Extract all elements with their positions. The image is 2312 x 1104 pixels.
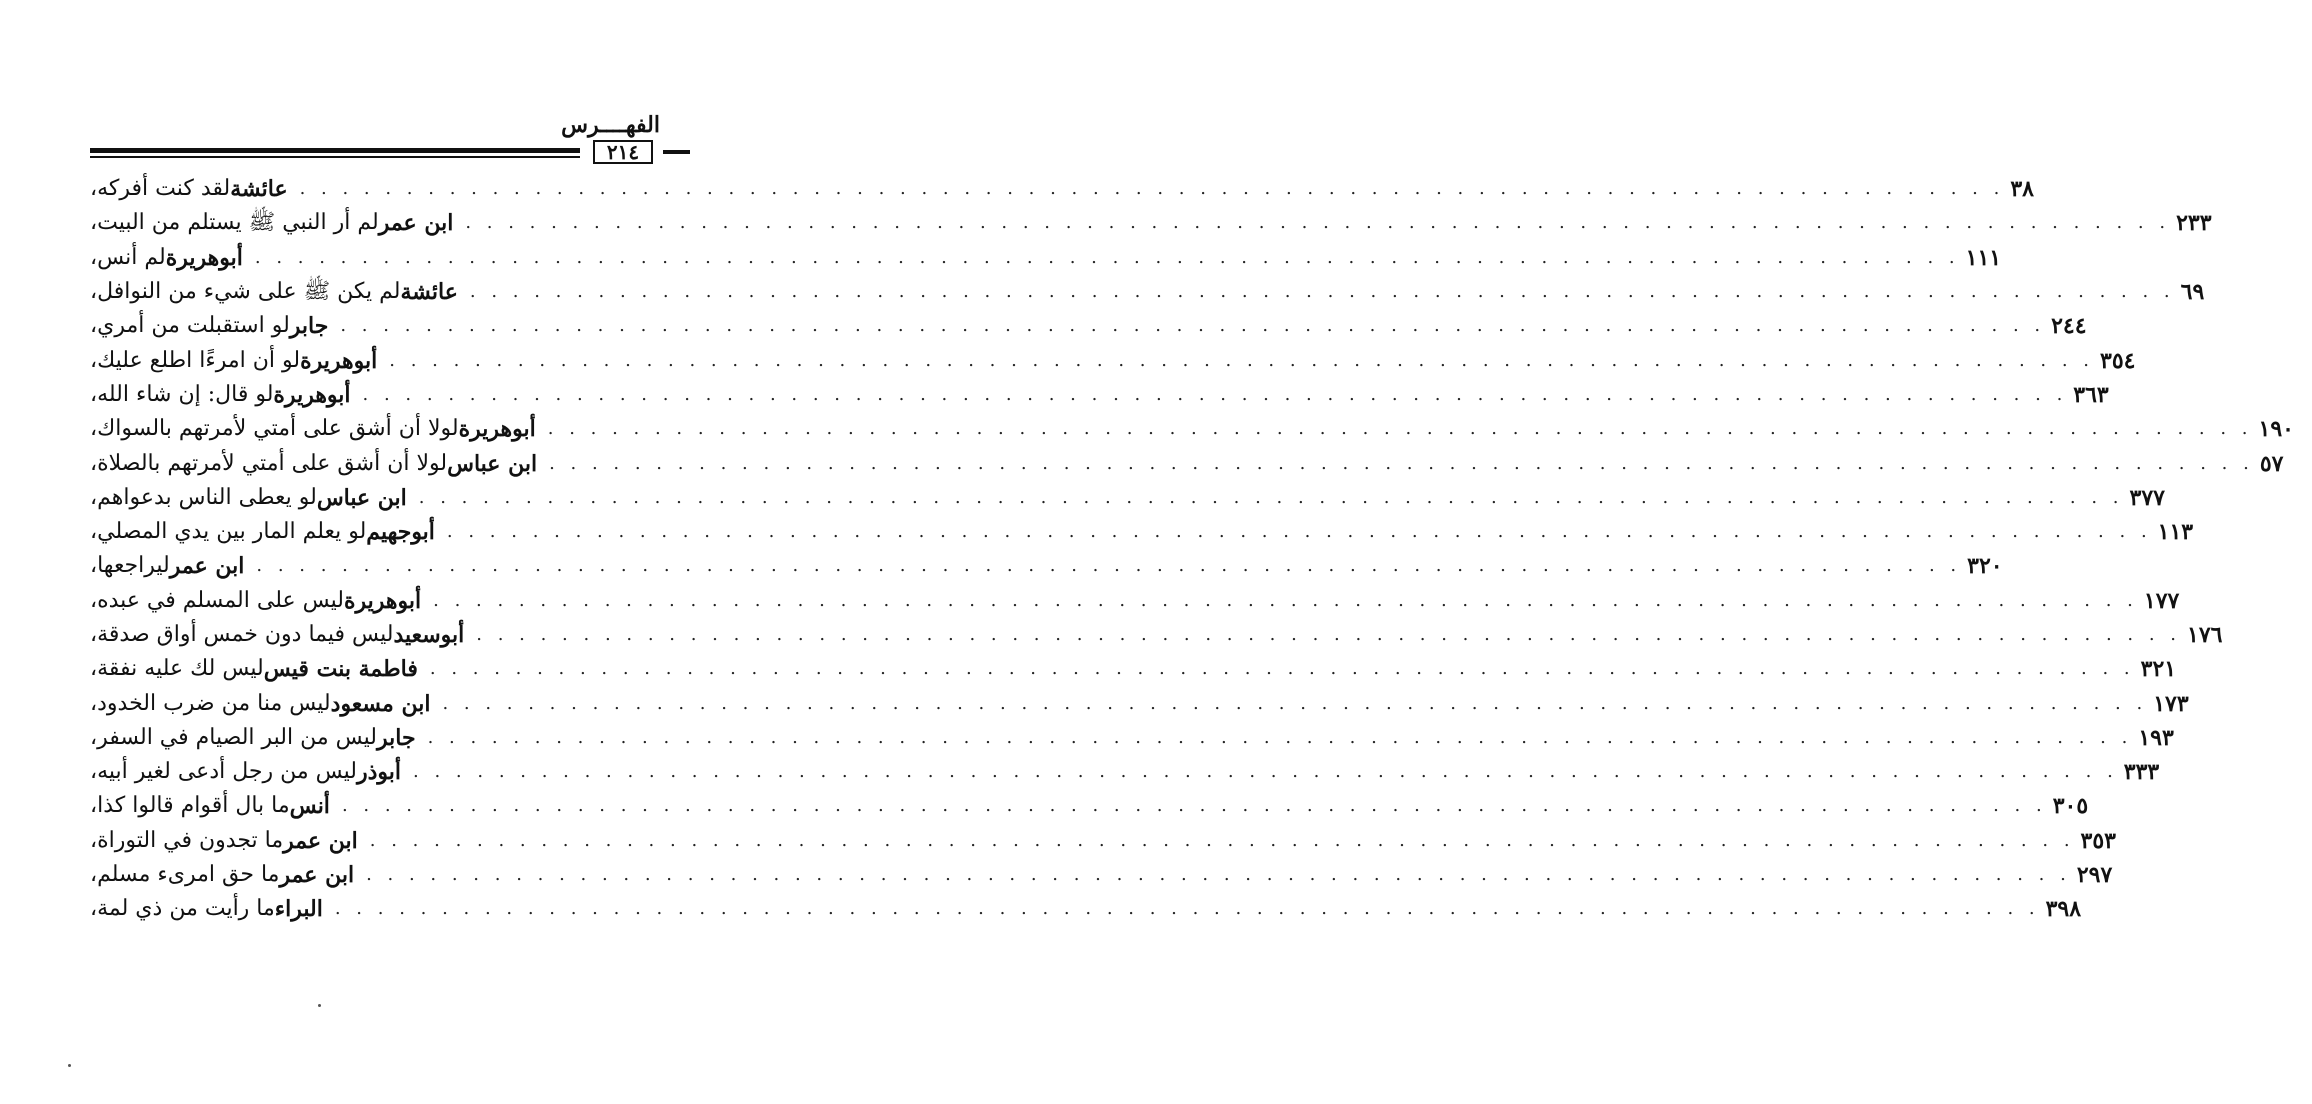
entry-page-number: ٢٣٣ [2176,210,2212,237]
entry-page-number: ٣٣٣ [2123,759,2160,786]
index-entry [90,549,2003,583]
entry-narrator: أبوهريرة [273,381,351,408]
entry-page-number: ٢٩٧ [2076,862,2113,889]
entry-narrator: ابن عمر [283,827,358,854]
index-entry [90,721,2174,755]
entry-page-number: ٣٩٨ [2045,896,2082,923]
entry-page-number: ٥٧ [2259,450,2284,477]
entry-narrator: أبوجهيم [366,519,435,546]
entry-page-number: ٣٥٣ [2080,827,2116,854]
dot-leader: . . . . . . . . . . . . . . . . . . . . . . . . . . . . . . . . . . . . . . . . . . . . . . . . . . . . . . . . . . . . . . . . . . . . . . . . . . . . . . . . [369,829,2075,851]
dot-leader: . . . . . . . . . . . . . . . . . . . . . . . . . . . . . . . . . . . . . . . . . . . . . . . . . . . . . . . . . . . . . . . . . . . . . . . . . . . . . . . . [334,898,2040,920]
dot-leader: . . . . . . . . . . . . . . . . . . . . . . . . . . . . . . . . . . . . . . . . . . . . . . . . . . . . . . . . . . . . . . . . . . . . . . . . . . . . . . . . [340,315,2046,337]
entry-narrator: ابن عباس [447,450,538,477]
entry-page-number: ١١١ [1965,244,2002,271]
entry-page-number: ٣٦٣ [2073,381,2109,408]
page-header [90,112,660,162]
entry-text: لم أر النبي ﷺ يستلم من البيت، [90,210,379,236]
entry-page-number: ٣٢٠ [1967,553,2003,580]
entry-text: لم أنس، [90,244,166,270]
dot-leader: . . . . . . . . . . . . . . . . . . . . . . . . . . . . . . . . . . . . . . . . . . . . . . . . . . . . . . . . . . . . . . . . . . . . . . . . . . . . . . . . [442,692,2148,714]
entry-narrator: أبوهريرة [300,347,378,374]
index-entry [90,686,2189,720]
header-rule-thick [90,148,580,153]
entry-text: ليس من رجل أدعى لغير أبيه، [90,759,358,785]
entry-narrator: أبوهريرة [344,587,422,614]
entry-page-number: ١٧٣ [2153,690,2189,717]
header-rule-thin [90,156,580,158]
entry-narrator: أبوسعيد [393,622,465,648]
entry-narrator: أبوذر [357,759,402,786]
entry-page-number: ٣٧٧ [2129,484,2165,511]
index-entry [90,789,2089,823]
index-entry [90,446,2284,480]
index-entry [90,515,2194,549]
entry-page-number: ١٩٣ [2138,724,2174,751]
entry-narrator: ابن عمر [378,210,454,237]
dot-leader: . . . . . . . . . . . . . . . . . . . . . . . . . . . . . . . . . . . . . . . . . . . . . . . . . . . . . . . . . . . . . . . . . . . . . . . . . . . . . . . . [476,624,2182,645]
entry-text: ما تجدون في التوراة، [90,827,284,853]
entry-text: لو يعطى الناس بدعواهم، [90,484,317,510]
entry-text: ما حق امرىء مسلم، [90,862,280,888]
index-entry [90,618,2223,652]
index-entry [90,652,2177,686]
dot-leader: . . . . . . . . . . . . . . . . . . . . . . . . . . . . . . . . . . . . . . . . . . . . . . . . . . . . . . . . . . . . . . . . . . . . . . . . . . . . . . . . [341,795,2047,817]
entry-text: ليس من البر الصيام في السفر، [90,724,377,750]
entry-text: لولا أن أشق على أمتي لأمرتهم بالصلاة، [90,450,448,476]
dot-leader: . . . . . . . . . . . . . . . . . . . . . . . . . . . . . . . . . . . . . . . . . . . . . . . . . . . . . . . . . . . . . . . . . . . . . . . . . . . . . . . . [465,212,2171,234]
entry-page-number: ٣٨ [2010,176,2034,203]
page-number: ٢١٤ [593,140,653,164]
entry-text: لو أن امرءًا اطلع عليك، [90,347,301,373]
dot-leader: . . . . . . . . . . . . . . . . . . . . . . . . . . . . . . . . . . . . . . . . . . . . . . . . . . . . . . . . . . . . . . . . . . . . . . . . . . . . . . . . [549,452,2254,474]
entry-narrator: أبوهريرة [458,416,536,443]
dot-leader: . . . . . . . . . . . . . . . . . . . . . . . . . . . . . . . . . . . . . . . . . . . . . . . . . . . . . . . . . . . . . . . . . . . . . . . . . . . . . . . . [362,383,2068,405]
section-title: الفهــــرس [561,112,660,138]
entry-page-number: ١٧٦ [2187,622,2223,648]
index-entry [90,241,2002,275]
dot-leader: . . . . . . . . . . . . . . . . . . . . . . . . . . . . . . . . . . . . . . . . . . . . . . . . . . . . . . . . . . . . . . . . . . . . . . . . . . . . . . . . [366,864,2071,886]
entry-narrator: ابن مسعود [330,690,431,717]
entry-page-number: ٣٢١ [2140,656,2177,683]
dot-leader: . . . . . . . . . . . . . . . . . . . . . . . . . . . . . . . . . . . . . . . . . . . . . . . . . . . . . . . . . . . . . . . . . . . . . . . . . . . . . . . . [429,658,2135,680]
entry-text: ما رأيت من ذي لمة، [90,896,275,922]
entry-page-number: ١٧٧ [2143,587,2180,614]
entry-text: لولا أن أشق على أمتي لأمرتهم بالسواك، [90,416,459,442]
entry-text: لم يكن ﷺ على شيء من النوافل، [90,279,401,305]
entry-page-number: ٣٠٥ [2052,793,2089,820]
entry-text: لو يعلم المار بين يدي المصلي، [90,519,367,545]
entry-page-number: ١٩٠ [2258,416,2294,443]
dot-leader: . . . . . . . . . . . . . . . . . . . . . . . . . . . . . . . . . . . . . . . . . . . . . . . . . . . . . . . . . . . . . . . . . . . . . . . . . . . . . . . . [299,178,2005,200]
entry-narrator: ابن عمر [279,862,355,889]
dot-leader: . . . . . . . . . . . . . . . . . . . . . . . . . . . . . . . . . . . . . . . . . . . . . . . . . . . . . . . . . . . . . . . . . . . . . . . . . . . . . . . . [418,486,2124,508]
index-entry [90,412,2294,446]
entry-page-number: ٦٩ [2180,279,2205,306]
entry-text: لو قال: إن شاء الله، [90,381,274,407]
dot-leader: . . . . . . . . . . . . . . . . . . . . . . . . . . . . . . . . . . . . . . . . . . . . . . . . . . . . . . . . . . . . . . . . . . . . . . . . . . . . . . . . [547,418,2253,440]
entry-narrator: أنس [289,793,330,820]
entry-narrator: عائشة [400,279,458,306]
entry-text: ليس فيما دون خمس أواق صدقة، [90,622,394,647]
index-entry [90,206,2212,240]
index-entry [90,824,2116,858]
index-entry [90,892,2082,926]
scan-speck [68,1064,71,1067]
entry-narrator: جابر [377,724,416,751]
entry-narrator: ابن عمر [169,553,245,580]
entry-text: ليس لك عليه نفقة، [90,656,264,682]
dot-leader: . . . . . . . . . . . . . . . . . . . . . . . . . . . . . . . . . . . . . . . . . . . . . . . . . . . . . . . . . . . . . . . . . . . . . . . . . . . . . . . . [469,281,2175,303]
entry-text: لقد كنت أفركه، [90,176,231,202]
entry-text: ليراجعها، [90,553,170,579]
entry-text: ليس منا من ضرب الخدود، [90,690,331,716]
dot-leader: . . . . . . . . . . . . . . . . . . . . . . . . . . . . . . . . . . . . . . . . . . . . . . . . . . . . . . . . . . . . . . . . . . . . . . . . . . . . . . . . [427,726,2133,748]
entry-narrator: البراء [274,896,323,923]
index-entry [90,481,2165,515]
entry-narrator: أبوهريرة [165,244,243,271]
index-entries [90,172,2294,927]
index-entry [90,275,2205,309]
entry-page-number: ٣٥٤ [2100,347,2136,374]
dot-leader: . . . . . . . . . . . . . . . . . . . . . . . . . . . . . . . . . . . . . . . . . . . . . . . . . . . . . . . . . . . . . . . . . . . . . . . . . . . . . . . . [433,589,2138,611]
dot-leader: . . . . . . . . . . . . . . . . . . . . . . . . . . . . . . . . . . . . . . . . . . . . . . . . . . . . . . . . . . . . . . . . . . . . . . . . . . . . . . . . [256,555,1962,577]
dot-leader: . . . . . . . . . . . . . . . . . . . . . . . . . . . . . . . . . . . . . . . . . . . . . . . . . . . . . . . . . . . . . . . . . . . . . . . . . . . . . . . . [254,246,1960,268]
header-rule-right [663,150,690,154]
entry-text: لو استقبلت من أمري، [90,313,290,339]
entry-narrator: عائشة [230,176,288,203]
dot-leader: . . . . . . . . . . . . . . . . . . . . . . . . . . . . . . . . . . . . . . . . . . . . . . . . . . . . . . . . . . . . . . . . . . . . . . . . . . . . . . . . [389,349,2094,371]
dot-leader: . . . . . . . . . . . . . . . . . . . . . . . . . . . . . . . . . . . . . . . . . . . . . . . . . . . . . . . . . . . . . . . . . . . . . . . . . . . . . . . . [413,761,2118,783]
index-entry [90,343,2136,377]
entry-text: ما بال أقوام قالوا كذا، [90,793,290,819]
index-entry [90,755,2160,789]
index-entry [90,172,2034,206]
entry-text: ليس على المسلم في عبده، [90,587,344,613]
index-entry [90,858,2113,892]
dot-leader: . . . . . . . . . . . . . . . . . . . . . . . . . . . . . . . . . . . . . . . . . . . . . . . . . . . . . . . . . . . . . . . . . . . . . . . . . . . . . . . . [446,521,2152,543]
entry-narrator: ابن عباس [316,484,407,511]
entry-narrator: جابر [289,313,329,340]
index-entry [90,309,2087,343]
index-entry [90,584,2180,618]
entry-page-number: ١١٣ [2157,519,2194,546]
index-entry [90,378,2109,412]
scan-speck [318,1004,321,1007]
entry-page-number: ٢٤٤ [2051,313,2087,340]
entry-narrator: فاطمة بنت قيس [263,656,418,683]
